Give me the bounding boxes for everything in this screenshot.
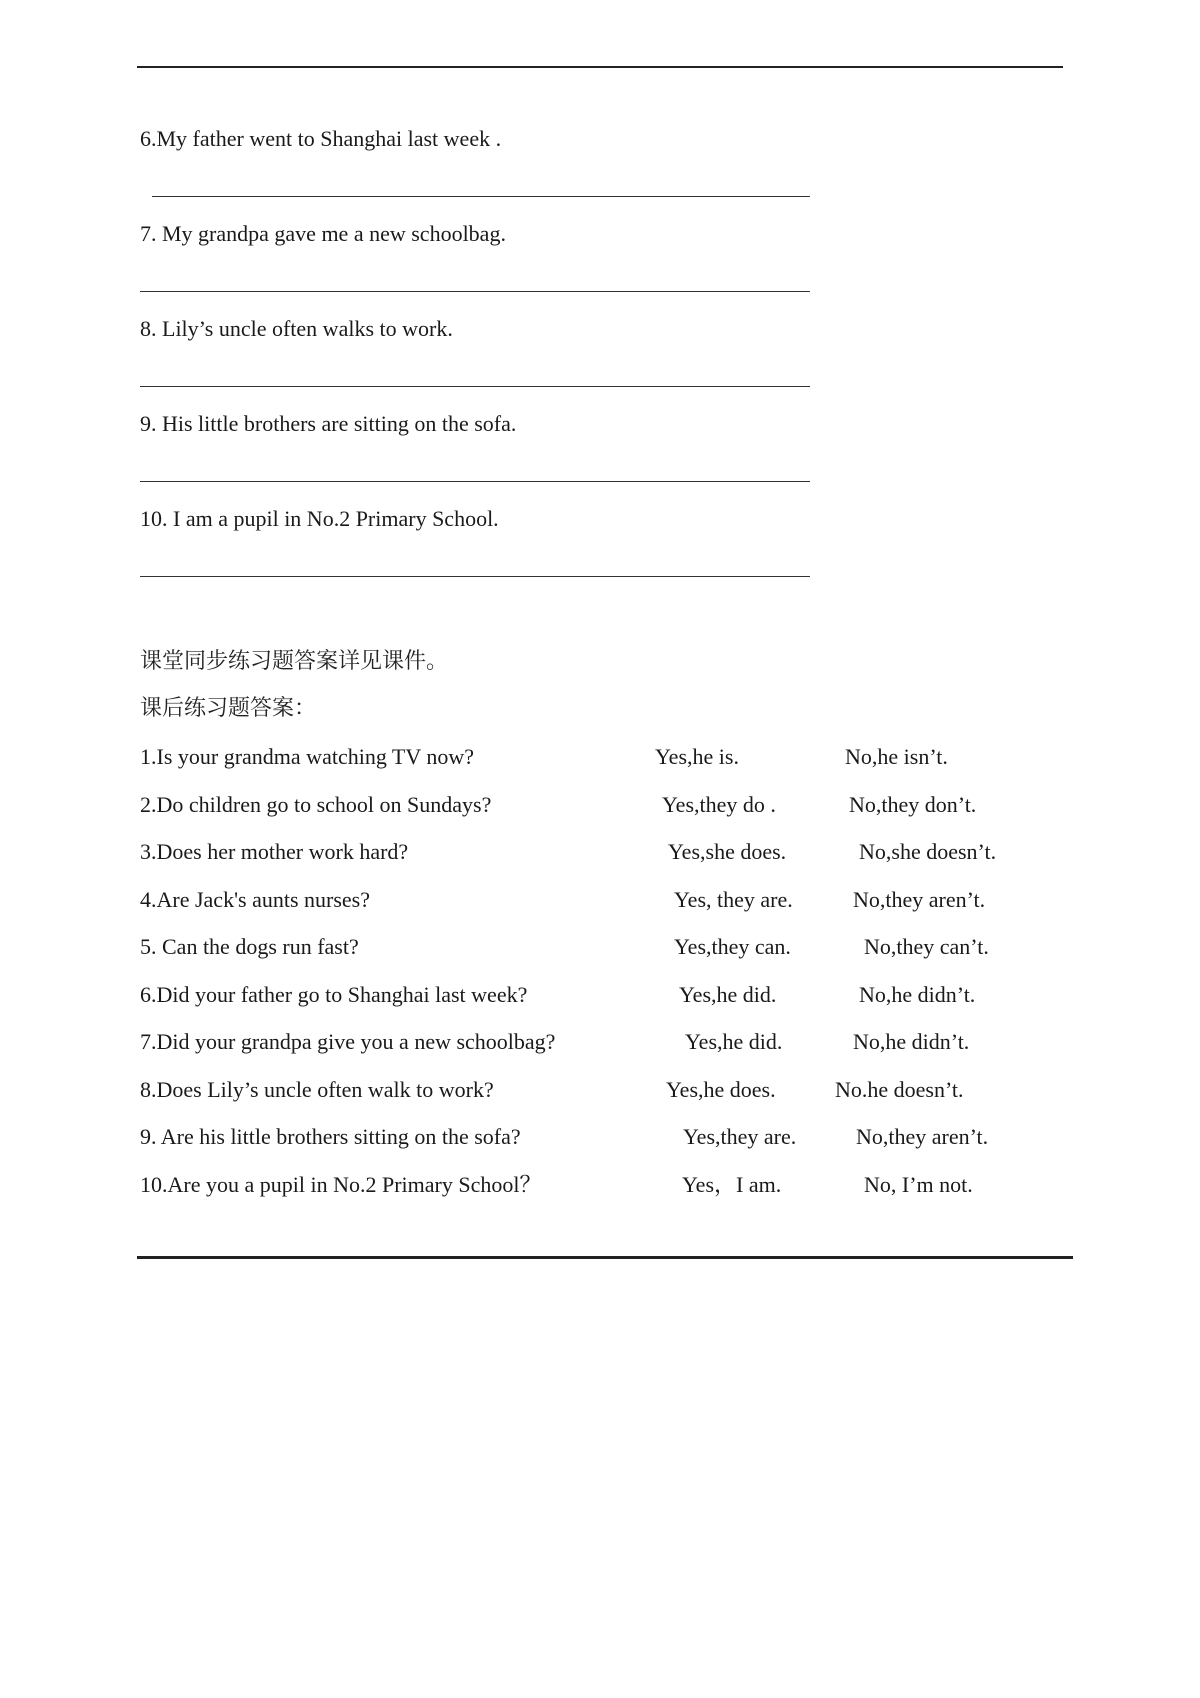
answer-yes: Yes,they are. xyxy=(683,1124,797,1149)
answer-no: No,she doesn’t. xyxy=(859,839,997,864)
answer-yes: Yes,she does. xyxy=(668,839,787,864)
answer-question: 2.Do children go to school on Sundays? xyxy=(140,792,492,817)
answer-question: 8.Does Lily’s uncle often walk to work? xyxy=(140,1077,494,1102)
exercise-7: 7. My grandpa gave me a new schoolbag. xyxy=(140,221,506,246)
answer-no: No,they aren’t. xyxy=(856,1124,989,1149)
answer-row-9 xyxy=(0,1123,1200,1153)
answer-blank-10[interactable] xyxy=(140,576,810,577)
answer-question: 5. Can the dogs run fast? xyxy=(140,934,359,959)
answer-row-1 xyxy=(0,743,1200,773)
answer-row-8 xyxy=(0,1076,1200,1106)
answer-question: 1.Is your grandma watching TV now? xyxy=(140,744,475,769)
answer-blank-6[interactable] xyxy=(152,196,810,197)
answer-yes: Yes,he is. xyxy=(655,744,739,769)
answer-row-10 xyxy=(0,1171,1200,1201)
exercise-9: 9. His little brothers are sitting on the sofa. xyxy=(140,411,517,436)
answer-blank-7[interactable] xyxy=(140,291,810,292)
answer-no: No,they can’t. xyxy=(864,934,989,959)
answer-no: No.he doesn’t. xyxy=(835,1077,964,1102)
exercise-10: 10. I am a pupil in No.2 Primary School. xyxy=(140,506,499,531)
answer-yes: Yes,he did. xyxy=(685,1029,783,1054)
answer-yes: Yes, they are. xyxy=(674,887,793,912)
exercise-8: 8. Lily’s uncle often walks to work. xyxy=(140,316,453,341)
answer-no: No,he didn’t. xyxy=(853,1029,970,1054)
answer-row-3 xyxy=(0,838,1200,868)
answer-no: No,he isn’t. xyxy=(845,744,948,769)
answer-question: 4.Are Jack's aunts nurses? xyxy=(140,887,371,912)
answer-yes: Yes，I am. xyxy=(682,1172,782,1197)
top-rule xyxy=(137,66,1063,68)
answer-no: No, I’m not. xyxy=(864,1172,973,1197)
answer-row-5 xyxy=(0,933,1200,963)
answer-question: 7.Did your grandpa give you a new schoolbag? xyxy=(140,1029,556,1054)
answer-no: No,he didn’t. xyxy=(859,982,976,1007)
answer-question: 10.Are you a pupil in No.2 Primary School？ xyxy=(140,1172,542,1197)
homework-heading: 课后练习题答案： xyxy=(140,696,317,721)
answer-row-2 xyxy=(0,791,1200,821)
answer-blank-8[interactable] xyxy=(140,386,810,387)
answer-yes: Yes,they do . xyxy=(662,792,776,817)
answer-question: 3.Does her mother work hard? xyxy=(140,839,409,864)
classroom-note: 课堂同步练习题答案详见课件。 xyxy=(140,649,449,674)
bottom-rule xyxy=(137,1256,1073,1259)
answer-yes: Yes,they can. xyxy=(674,934,791,959)
answer-question: 9. Are his little brothers sitting on the sofa? xyxy=(140,1124,521,1149)
answer-yes: Yes,he did. xyxy=(679,982,777,1007)
answer-no: No,they aren’t. xyxy=(853,887,986,912)
answer-row-4 xyxy=(0,886,1200,916)
exercise-6: 6.My father went to Shanghai last week . xyxy=(140,126,502,151)
answer-yes: Yes,he does. xyxy=(666,1077,776,1102)
answer-no: No,they don’t. xyxy=(849,792,977,817)
answer-blank-9[interactable] xyxy=(140,481,810,482)
answer-row-6 xyxy=(0,981,1200,1011)
answer-row-7 xyxy=(0,1028,1200,1058)
answer-question: 6.Did your father go to Shanghai last week? xyxy=(140,982,528,1007)
